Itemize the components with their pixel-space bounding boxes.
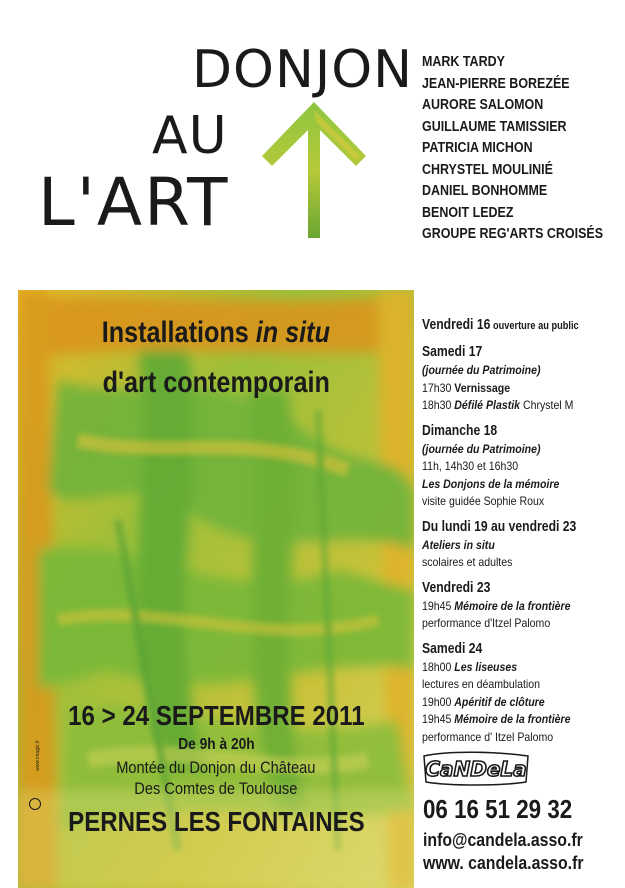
artists-list (422, 52, 625, 246)
day-line: 18h00 Les liseuses (422, 659, 518, 674)
up-arrow-icon (258, 100, 370, 240)
day-line: 19h45 Mémoire de la frontière (422, 712, 571, 726)
candela-logo (420, 748, 532, 788)
day-title: Du lundi 19 au vendredi 23 (422, 518, 577, 535)
headline-installations: Installations in situ (101, 316, 331, 349)
info-icon (29, 798, 41, 810)
schedule-day (422, 639, 622, 747)
event-town: PERNES LES FONTAINES (67, 806, 365, 837)
artist-name: PATRICIA MICHON (422, 140, 533, 156)
day-line: 18h30 Défilé Plastik Chrystel M (422, 398, 574, 412)
day-title: Samedi 17 (422, 344, 483, 360)
printer-url: www.imagic.fr (35, 740, 41, 771)
day-title: Dimanche 18 (422, 422, 498, 439)
artist-name: GUILLAUME TAMISSIER (422, 118, 567, 135)
day-title: Vendredi 23 (422, 579, 491, 596)
contact-email[interactable]: info@candela.asso.fr (423, 830, 583, 850)
title-donjon: DONJON (192, 40, 414, 100)
day-line: visite guidée Sophie Roux (422, 494, 545, 508)
headline-art-contemporain: d'art contemporain (102, 366, 330, 399)
day-line: performance d'Itzel Palomo (422, 616, 551, 630)
schedule (422, 315, 622, 752)
schedule-day (422, 342, 622, 415)
event-place-line1: Montée du Donjon du Château (116, 758, 316, 777)
artist-name: JEAN-PIERRE BOREZÉE (422, 75, 570, 92)
day-note: ouverture au public (490, 320, 579, 332)
day-line: Ateliers in situ (422, 537, 495, 552)
contact-phone: 06 16 51 29 32 (423, 794, 573, 824)
day-line: scolaires et adultes (422, 555, 513, 569)
artist-name: MARK TARDY (422, 54, 505, 70)
day-line: 17h30 Vernissage (422, 380, 511, 395)
contact-website[interactable]: www. candela.asso.fr (423, 853, 584, 873)
day-line: 19h00 Apéritif de clôture (422, 694, 545, 709)
printer-logo (26, 740, 44, 830)
event-dates: 16 > 24 SEPTEMBRE 2011 (67, 700, 365, 731)
schedule-day (422, 517, 622, 572)
artist-name: DANIEL BONHOMME (422, 183, 548, 199)
artist-name: BENOIT LEDEZ (422, 204, 514, 221)
title-au: AU (152, 106, 228, 166)
artist-name: GROUPE REG'ARTS CROISÉS (422, 226, 604, 242)
artist-name: AURORE SALOMON (422, 97, 544, 113)
title-lart: L'ART (38, 164, 230, 241)
event-place-line2: Des Comtes de Toulouse (134, 779, 298, 798)
day-line: (journée du Patrimoine) (422, 441, 541, 456)
artist-name: CHRYSTEL MOULINIÉ (422, 161, 553, 178)
candela-logo-text: CaNDeLa (425, 757, 527, 781)
schedule-day (422, 421, 622, 511)
day-title: Samedi 24 (422, 640, 483, 657)
day-line: Les Donjons de la mémoire (422, 476, 560, 491)
day-line: 19h45 Mémoire de la frontière (422, 598, 571, 613)
day-title: Vendredi 16 (422, 317, 491, 333)
day-line: (journée du Patrimoine) (422, 363, 541, 377)
day-line: 11h, 14h30 et 16h30 (422, 459, 519, 473)
day-line: lectures en déambulation (422, 677, 541, 691)
schedule-day (422, 578, 622, 633)
event-hours: De 9h à 20h (177, 736, 255, 753)
schedule-day (422, 315, 622, 336)
day-line: performance d' Itzel Palomo (422, 729, 554, 744)
